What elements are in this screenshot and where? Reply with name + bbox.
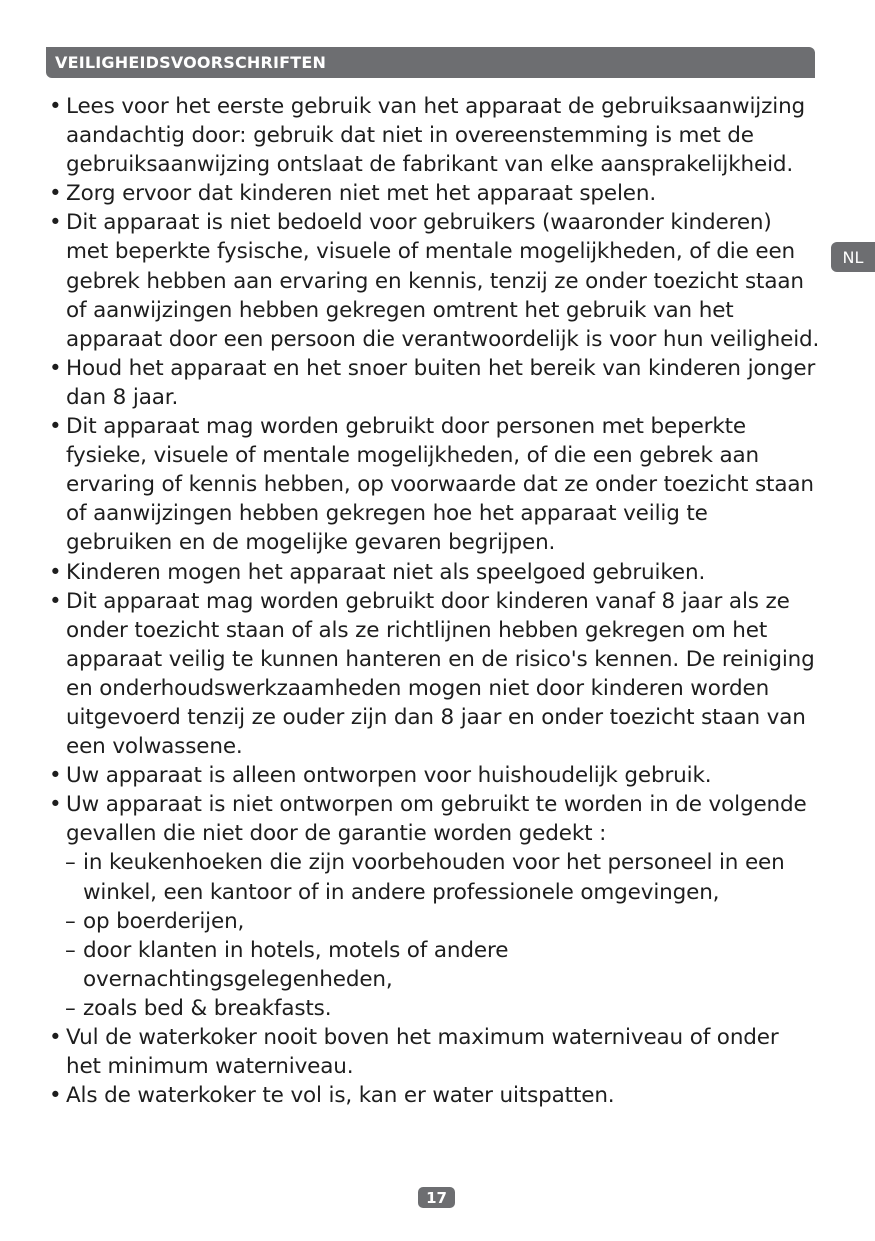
list-item-text: Lees voor het eerste gebruik van het apparaat de gebruiksaanwijzing aandachtig door: gebruik dat niet in overeenstemming is met de gebruiksaanwijzing ontslaat de fabrikant van elke aansprakelijkheid. [66, 94, 806, 178]
list-item [48, 208, 820, 353]
list-item-text: Uw apparaat is alleen ontworpen voor huishoudelijk gebruik. [66, 763, 712, 789]
sub-list-item-text: zoals bed & breakfasts. [83, 995, 332, 1021]
sub-list-item [48, 994, 820, 1023]
sub-list-item-text: door klanten in hotels, motels of andere overnachtingsgelegenheden, [83, 937, 509, 992]
list-item [48, 587, 820, 762]
sub-list-item-text: op boerderijen, [83, 908, 245, 934]
list-item [48, 354, 820, 412]
list-item [48, 558, 820, 587]
language-tab: NL [831, 242, 875, 272]
list-item-text: Vul de waterkoker nooit boven het maximum waterniveau of onder het minimum waterniveau. [66, 1025, 779, 1080]
list-item-text: Dit apparaat mag worden gebruikt door kinderen vanaf 8 jaar als ze onder toezicht staan of als ze richtlijnen hebben gekregen om het apparaat veilig te kunnen hanteren en de risico's kennen. De reiniging en onderhoudswerkzaamheden mogen niet door kinderen worden uitgevoerd tenzij ze ouder zijn dan 8 jaar en onder toezicht staan van een volwassene. [66, 588, 815, 760]
sub-list-item [48, 907, 820, 936]
list-item [48, 1081, 820, 1110]
list-item-text: Uw apparaat is niet ontworpen om gebruikt te worden in de volgende gevallen die niet door de garantie worden gedekt : [66, 792, 807, 847]
section-header [46, 47, 815, 78]
list-item [48, 92, 820, 179]
list-item-text: Houd het apparaat en het snoer buiten het bereik van kinderen jonger dan 8 jaar. [66, 355, 816, 410]
bullet-list [48, 92, 820, 848]
list-item [48, 761, 820, 790]
bullet-list-continued [48, 1023, 820, 1110]
section-title: VEILIGHEIDSVOORSCHRIFTEN [55, 53, 327, 72]
list-item [48, 412, 820, 557]
list-item-text: Zorg ervoor dat kinderen niet met het apparaat spelen. [66, 181, 657, 207]
page-number: 17 [418, 1187, 455, 1208]
list-item [48, 179, 820, 208]
sub-list-item [48, 936, 820, 994]
sub-list-item [48, 848, 820, 906]
list-item-text: Dit apparaat mag worden gebruikt door personen met beperkte fysieke, visuele of mentale mogelijkheden, of die een gebrek aan ervaring of kennis hebben, op voorwaarde dat ze onder toezicht staan of aanwijzingen hebben gekregen hoe het apparaat veilig te gebruiken en de mogelijke gevaren begrijpen. [66, 414, 814, 556]
list-item-text: Dit apparaat is niet bedoeld voor gebruikers (waaronder kinderen) met beperkte fysische, visuele of mentale mogelijkheden, of die een gebrek hebben aan ervaring en kennis, tenzij ze onder toezicht staan of aanwijzingen hebben gekregen omtrent het gebruik van het apparaat door een persoon die verantwoordelijk is voor hun veiligheid. [66, 210, 820, 352]
sub-list [48, 848, 820, 1023]
list-item [48, 1023, 820, 1081]
safety-instructions [48, 92, 820, 1110]
sub-list-item-text: in keukenhoeken die zijn voorbehouden voor het personeel in een winkel, een kantoor of in andere professionele omgevingen, [83, 850, 785, 905]
list-item-text: Kinderen mogen het apparaat niet als speelgoed gebruiken. [66, 559, 706, 585]
list-item-text: Als de waterkoker te vol is, kan er water uitspatten. [66, 1083, 615, 1109]
list-item [48, 790, 820, 848]
